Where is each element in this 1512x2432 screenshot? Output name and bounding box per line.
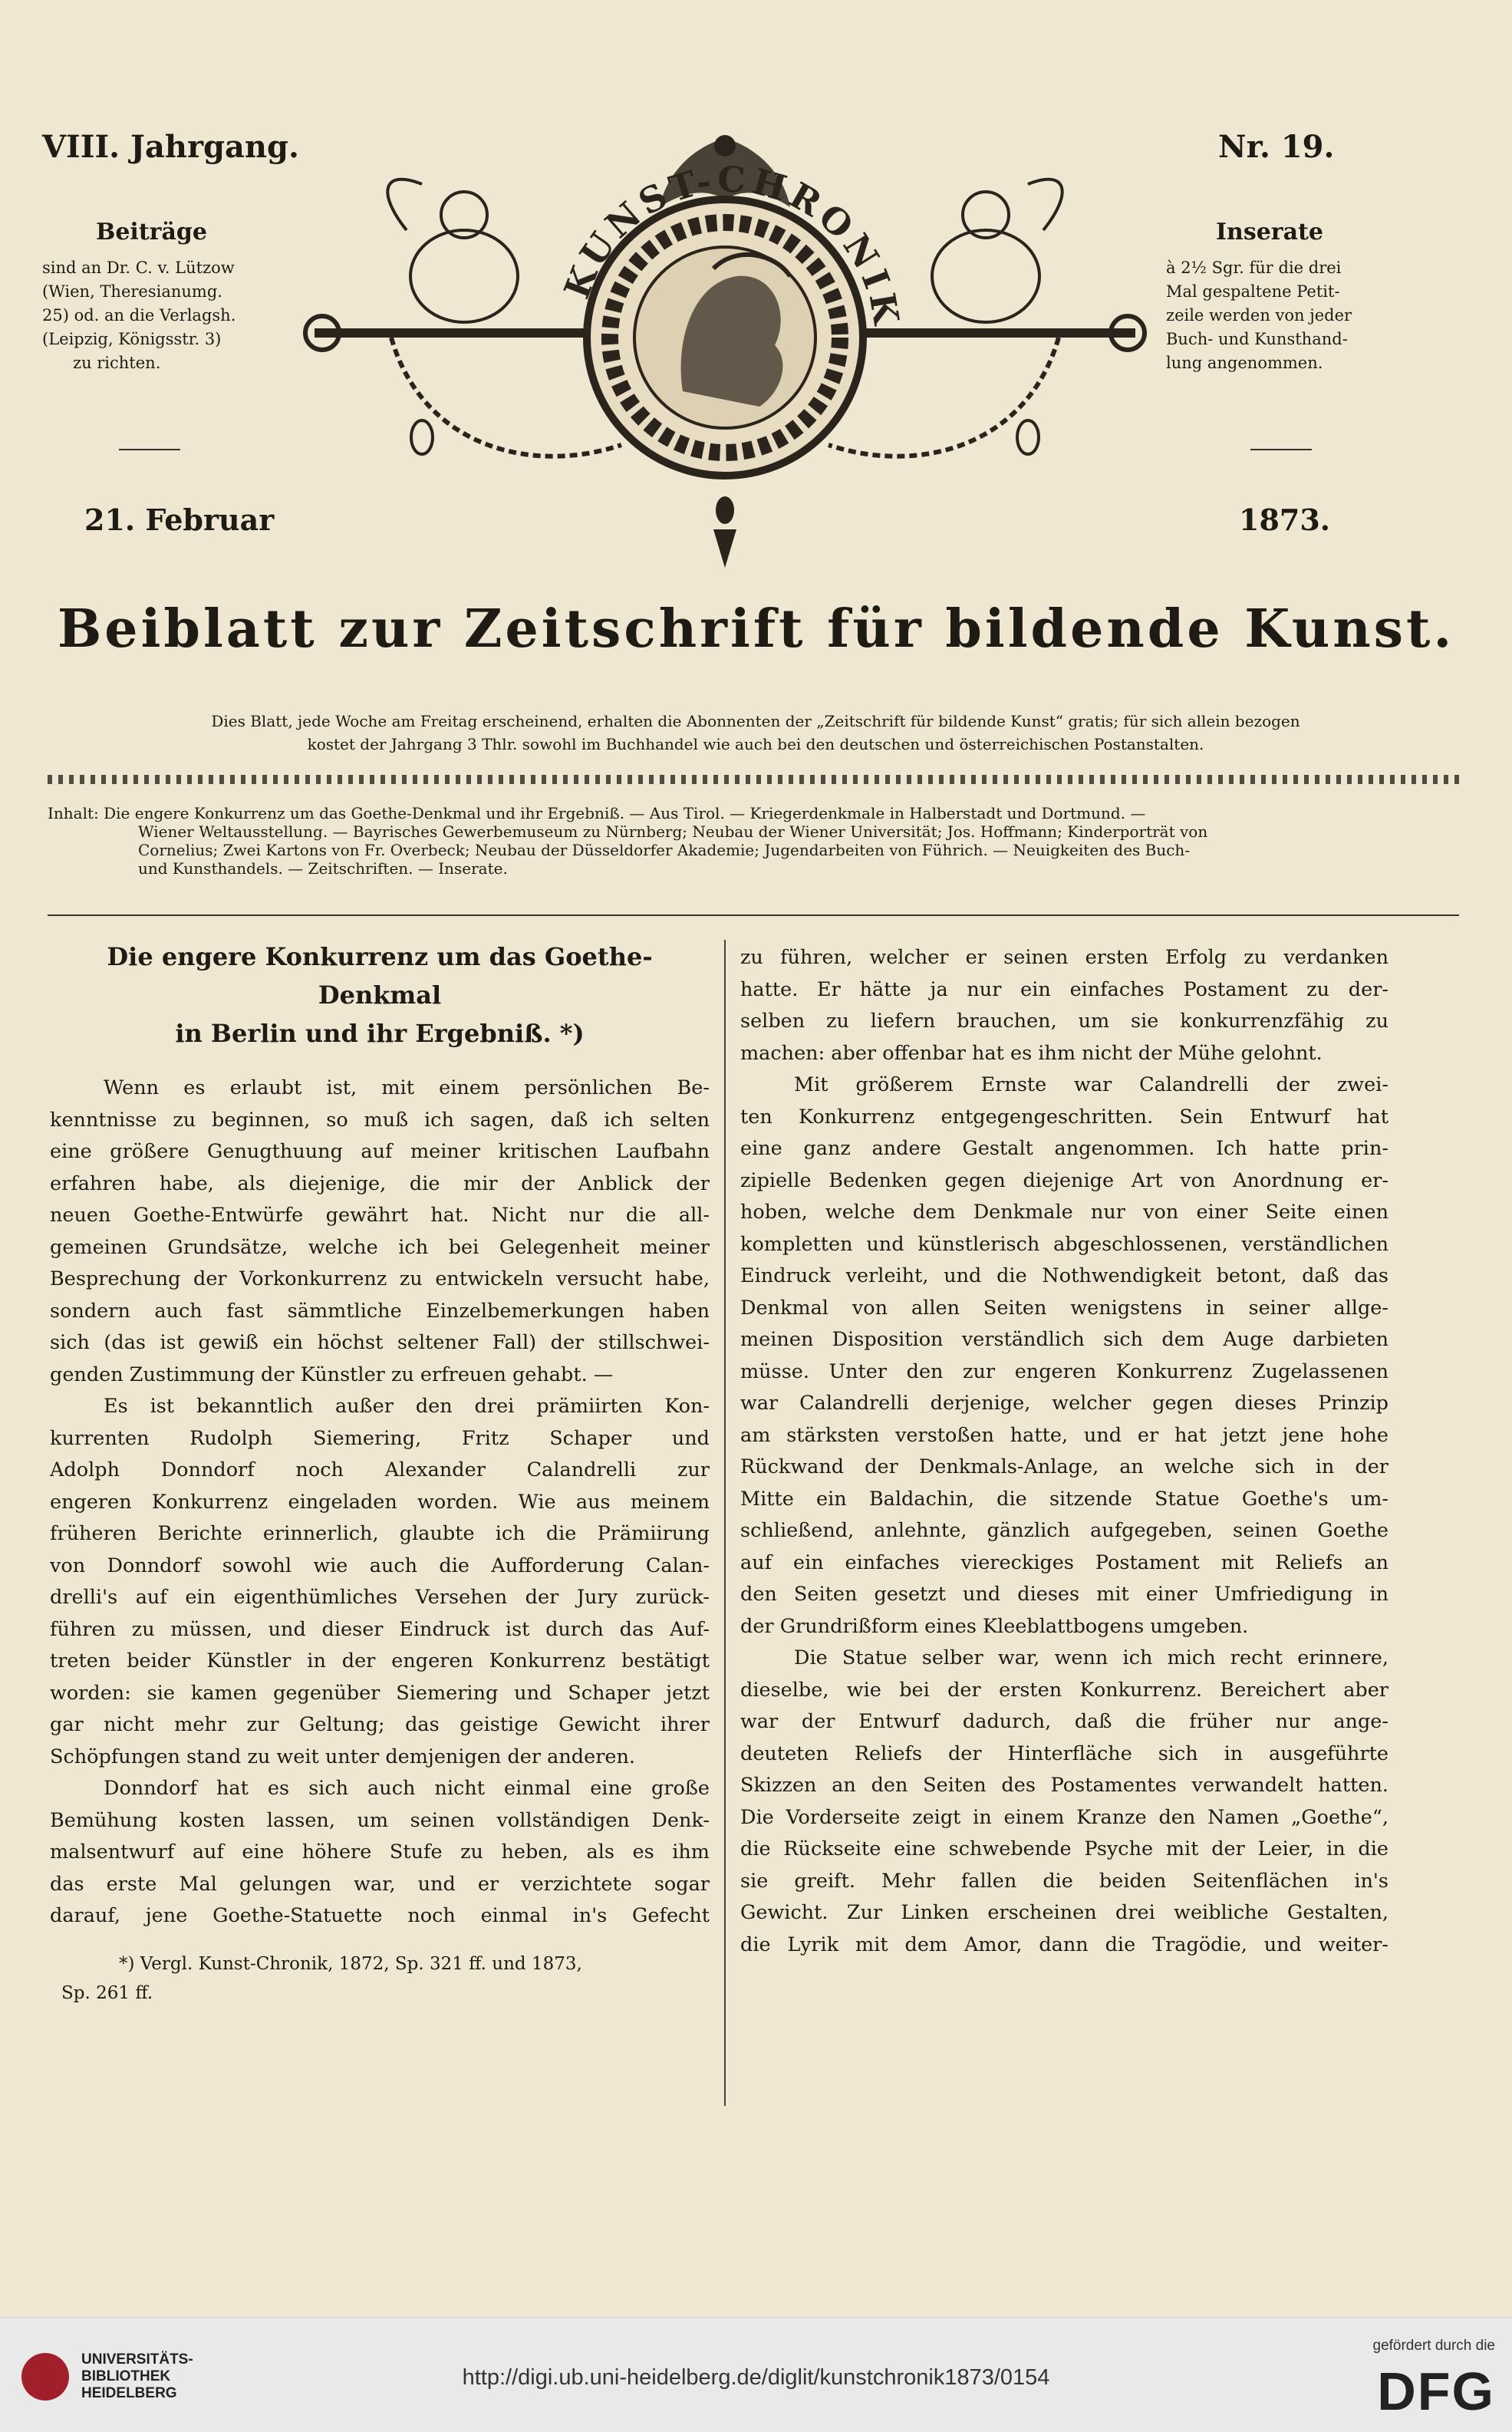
text-line: kurrenten Rudolph Siemering, Fritz Schaper und bbox=[50, 1426, 710, 1450]
text-line: hoben, welche dem Denkmale nur von einer Seite einen bbox=[740, 1201, 1388, 1224]
article-title bbox=[50, 938, 710, 1053]
contributions-line: zu richten. bbox=[73, 354, 161, 372]
footnote bbox=[50, 1949, 710, 2008]
text-line: malsentwurf auf eine höhere Stufe zu heben, als es ihm bbox=[50, 1840, 710, 1864]
ornament-dash-left bbox=[119, 449, 180, 450]
text-line: kompletten und künstlerisch abgeschlossenen, verständlichen bbox=[740, 1232, 1388, 1256]
text-line: Besprechung der Vorkonkurrenz zu entwickeln versucht habe, bbox=[50, 1267, 710, 1290]
library-name-line: UNIVERSITÄTS- bbox=[81, 2351, 193, 2368]
text-line: Donndorf hat es sich auch nicht einmal eine große bbox=[104, 1777, 710, 1800]
notice-line: Dies Blatt, jede Woche am Freitag erscheinend, erhalten die Abonnenten der „Zeitschrift für bildende Kunst“ gratis; für sich allein bezogen bbox=[211, 712, 1300, 730]
text-line: eine größere Genugthuung auf meiner kritischen Laufbahn bbox=[50, 1140, 710, 1163]
text-line: auf ein einfaches viereckiges Postament mit Reliefs an bbox=[740, 1550, 1388, 1574]
text-line: am stärksten verstoßen hatte, und er hat jetzt jene hohe bbox=[740, 1423, 1388, 1447]
advertisements-line: à 2½ Sgr. für die drei bbox=[1166, 259, 1342, 277]
text-line: Die Statue selber war, wenn ich mich recht erinnere, bbox=[794, 1646, 1388, 1669]
contributions-line: sind an Dr. C. v. Lützow bbox=[42, 259, 235, 277]
advertisements-line: zeile werden von jeder bbox=[1166, 306, 1352, 325]
article-column-2 bbox=[740, 942, 1388, 1961]
text-line: Schöpfungen stand zu weit unter demjenigen der anderen. bbox=[50, 1745, 636, 1768]
text-line: der Grundrißform eines Kleeblattbogens umgeben. bbox=[740, 1614, 1249, 1638]
dfg-logo: DFG bbox=[1377, 2361, 1495, 2421]
text-line: die Lyrik mit dem Amor, dann die Tragödie, und weiter- bbox=[740, 1933, 1388, 1956]
contributions-text bbox=[42, 256, 261, 375]
text-line: Mitte ein Baldachin, die sitzende Statue Goethe's um- bbox=[740, 1487, 1388, 1511]
text-line: deuteten Reliefs der Hinterfläche sich in ausgeführte bbox=[740, 1742, 1388, 1765]
notice-line: kostet der Jahrgang 3 Thlr. sowohl im Buchhandel wie auch bei den deutschen und österreichischen Postanstalten. bbox=[307, 735, 1204, 753]
table-of-contents bbox=[48, 804, 1459, 878]
text-line: von Donndorf sowohl wie auch die Aufforderung Calan- bbox=[50, 1554, 710, 1577]
text-line: darauf, jene Goethe-Statuette noch einmal in's Gefecht bbox=[50, 1904, 710, 1927]
text-line: Bemühung kosten lassen, um seinen vollständigen Denk- bbox=[50, 1808, 710, 1832]
digitization-footer bbox=[0, 2317, 1512, 2432]
svg-text:KUNST-CHRONIK bbox=[556, 158, 908, 331]
text-line: Mit größerem Ernste war Calandrelli der zwei- bbox=[794, 1073, 1388, 1096]
contributions-line: 25) od. an die Verlagsh. bbox=[42, 306, 236, 325]
text-line: war der Entwurf dadurch, daß die früher nur ange- bbox=[740, 1710, 1388, 1733]
text-line: gemeinen Grundsätze, welche ich bei Gelegenheit meiner bbox=[50, 1235, 710, 1259]
text-line: machen: aber offenbar hat es ihm nicht der Mühe gelohnt. bbox=[740, 1041, 1323, 1065]
text-line: dieselbe, wie bei der ersten Konkurrenz. Bereichert aber bbox=[740, 1678, 1388, 1702]
text-line: den Seiten gesetzt und dieses mit einer Umfriedigung in bbox=[740, 1583, 1388, 1606]
text-line: Rückwand der Denkmals-Anlage, an welche sich in der bbox=[740, 1455, 1388, 1478]
emblem-lettering bbox=[529, 146, 928, 345]
text-line: führen zu müssen, und dieser Eindruck ist durch das Auf- bbox=[50, 1617, 710, 1641]
text-line: Es ist bekanntlich außer den drei prämiirten Kon- bbox=[104, 1395, 710, 1418]
article-body-2 bbox=[740, 942, 1388, 1961]
text-line: kenntnisse zu beginnen, so muß ich sagen, daß ich selten bbox=[50, 1108, 710, 1132]
text-line: schließend, anlehnte, gänzlich aufgegeben, seinen Goethe bbox=[740, 1519, 1388, 1542]
text-line: zu führen, welcher er seinen ersten Erfolg zu verdanken bbox=[740, 946, 1388, 969]
text-line: das erste Mal gelungen war, und er verzichtete sogar bbox=[50, 1872, 710, 1896]
text-line: Eindruck verleiht, und die Nothwendigkeit betont, daß das bbox=[740, 1264, 1388, 1287]
library-name-line: BIBLIOTHEK bbox=[81, 2368, 171, 2384]
ornament-dash-right bbox=[1250, 449, 1312, 450]
text-line: sich (das ist gewiß ein höchst seltener Fall) der stillschwei- bbox=[50, 1331, 710, 1354]
text-line: zipielle Bedenken gegen diejenige Art von Anordnung er- bbox=[740, 1168, 1388, 1192]
decorative-border bbox=[48, 775, 1459, 784]
advertisements-line: lung angenommen. bbox=[1166, 354, 1323, 372]
contributions-line: (Wien, Theresianumg. bbox=[42, 282, 222, 301]
advertisements-line: Mal gespaltene Petit- bbox=[1166, 282, 1340, 301]
text-line: eine ganz andere Gestalt angenommen. Ich hatte prin- bbox=[740, 1137, 1388, 1160]
text-line: müsse. Unter den zur engeren Konkurrenz Zugelassenen bbox=[740, 1359, 1388, 1383]
text-line: hatte. Er hätte ja nur ein einfaches Postament zu der- bbox=[740, 977, 1388, 1001]
text-line: Adolph Donndorf noch Alexander Calandrelli zur bbox=[50, 1458, 710, 1481]
contents-line: Cornelius; Zwei Kartons von Fr. Overbeck; Neubau der Düsseldorfer Akademie; Jugendarbeiten von Führich. — Neuigkeiten des Buch- bbox=[138, 841, 1191, 859]
text-line: Gewicht. Zur Linken erscheinen drei weibliche Gestalten, bbox=[740, 1901, 1388, 1924]
text-line: war Calandrelli derjenige, welcher gegen dieses Prinzip bbox=[740, 1392, 1388, 1415]
source-url[interactable]: http://digi.ub.uni-heidelberg.de/diglit/kunstchronik1873/0154 bbox=[462, 2365, 1050, 2390]
text-line: die Rückseite eine schwebende Psyche mit der Leier, in die bbox=[740, 1837, 1388, 1860]
contents-line: Wiener Weltausstellung. — Bayrisches Gewerbemuseum zu Nürnberg; Neubau der Wiener Universität; Jos. Hoffmann; Kinderporträt von bbox=[138, 822, 1208, 841]
footnote-line: Sp. 261 ff. bbox=[61, 1982, 153, 2003]
advertisements-text bbox=[1166, 256, 1373, 375]
subscription-notice bbox=[69, 710, 1442, 756]
advertisements-box bbox=[1166, 219, 1373, 375]
column-rule bbox=[724, 940, 726, 2106]
text-line: Wenn es erlaubt ist, mit einem persönlichen Be- bbox=[104, 1076, 710, 1099]
text-line: worden: sie kamen gegenüber Siemering und Schaper jetzt bbox=[50, 1681, 710, 1705]
article-title-line: in Berlin und ihr Ergebniß. *) bbox=[175, 1019, 585, 1048]
text-line: neuen Goethe-Entwürfe gewährt hat. Nicht nur die all- bbox=[50, 1204, 710, 1227]
footnote-line: *) Vergl. Kunst-Chronik, 1872, Sp. 321 ff. und 1873, bbox=[119, 1953, 582, 1974]
funding-note: gefördert durch die bbox=[1372, 2338, 1495, 2354]
text-line: Skizzen an den Seiten des Postamentes verwandelt hatten. bbox=[740, 1774, 1388, 1797]
advertisements-heading: Inserate bbox=[1215, 219, 1323, 246]
article-column-1 bbox=[50, 938, 710, 2008]
contents-line: und Kunsthandels. — Zeitschriften. — Inserate. bbox=[138, 859, 508, 878]
text-line: selben zu liefern brauchen, um sie konkurrenzfähig zu bbox=[740, 1010, 1388, 1033]
issue-number: Nr. 19. bbox=[1218, 129, 1335, 165]
text-line: genden Zustimmung der Künstler zu erfreuen gehabt. — bbox=[50, 1363, 614, 1386]
text-line: erfahren habe, als diejenige, die mir der Anblick der bbox=[50, 1172, 710, 1195]
emblem-logo-text: KUNST-CHRONIK bbox=[555, 158, 908, 332]
text-line: drelli's auf ein eigenthümliches Versehen der Jury zurück- bbox=[50, 1586, 710, 1609]
text-line: sie greift. Mehr fallen die beiden Seitenflächen in's bbox=[740, 1869, 1388, 1893]
issue-date: 21. Februar bbox=[84, 503, 275, 537]
contributions-line: (Leipzig, Königsstr. 3) bbox=[42, 330, 222, 348]
text-line: meinen Disposition verständlich sich dem Auge darbieten bbox=[740, 1328, 1388, 1351]
text-line: gar nicht mehr zur Geltung; das geistige Gewicht ihrer bbox=[50, 1713, 710, 1736]
text-line: Die Vorderseite zeigt in einem Kranze den Namen „Goethe“, bbox=[740, 1805, 1388, 1829]
library-name-line: HEIDELBERG bbox=[81, 2385, 177, 2401]
text-line: Denkmal von allen Seiten wenigstens in seiner allge- bbox=[740, 1296, 1388, 1320]
volume-label: VIII. Jahrgang. bbox=[42, 129, 299, 165]
text-line: sondern auch fast sämmtliche Einzelbemerkungen haben bbox=[50, 1299, 710, 1323]
issue-year: 1873. bbox=[1239, 503, 1330, 537]
contents-line: Inhalt: Die engere Konkurrenz um das Goethe-Denkmal und ihr Ergebniß. — Aus Tirol. — Kriegerdenkmale in Halberstadt und Dortmund. — bbox=[48, 804, 1146, 822]
masthead-title: Beiblatt zur Zeitschrift für bildende Kunst. bbox=[57, 598, 1455, 660]
text-line: früheren Berichte erinnerlich, glaubte ich die Prämiirung bbox=[50, 1522, 710, 1545]
contributions-box bbox=[42, 219, 261, 375]
text-line: engeren Konkurrenz eingeladen worden. Wie aus meinem bbox=[50, 1490, 710, 1514]
section-divider bbox=[48, 914, 1459, 916]
contributions-heading: Beiträge bbox=[95, 219, 207, 246]
text-line: ten Konkurrenz entgegengeschritten. Sein Entwurf hat bbox=[740, 1105, 1388, 1129]
article-body-1 bbox=[50, 1073, 710, 1933]
article-title-line: Die engere Konkurrenz um das Goethe-Denkmal bbox=[107, 942, 653, 1010]
text-line: treten beider Künstler in der engeren Konkurrenz bestätigt bbox=[50, 1649, 710, 1672]
advertisements-line: Buch- und Kunsthand- bbox=[1166, 330, 1348, 348]
